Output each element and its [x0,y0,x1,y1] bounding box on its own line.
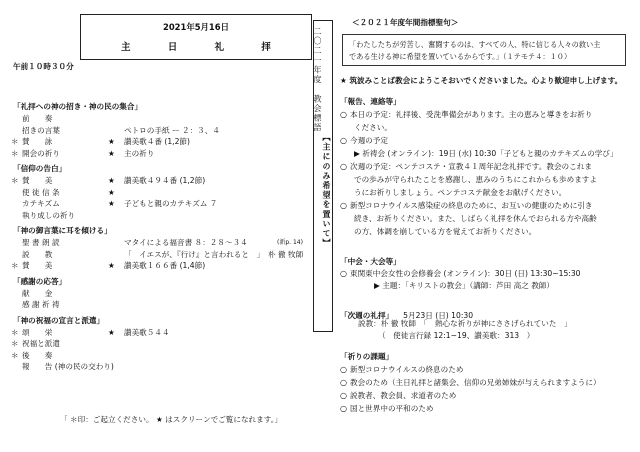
liturgy-item-name: 前 奏 [22,114,53,123]
stand-mark: ＊ [11,350,19,360]
motto-verse-line: 「わたしたちが労苦し、奮闘するのは、すべての人、特に信じる人々の救い主 [349,40,601,49]
report-item: ○ 本日の予定：礼拝後、受洗準備会があります。主の恵みと導きをお祈り [340,109,592,120]
liturgy-item-content: 讃美歌４９４番 (1,2節) [124,176,206,185]
section-heading: 「 神の祝福の宣言と派遣 」 [13,315,104,326]
service-time: 午前１０時３０分 [13,62,74,71]
report-heading: 「 報告、連絡等 」 [340,96,401,107]
liturgy-item-name: 執り成しの祈り [22,210,76,220]
next-reading: （ 使徒言行録 12:1~19、讃美歌：313 ） [378,331,535,340]
liturgy-item-name: 祝福と派遣 [22,339,60,348]
motto-label: 教会標語 [313,94,322,133]
service-title: 主 日 礼 拝 [121,42,285,53]
next-service-date: 5月23日 (日) 10:30 [403,311,474,320]
report-item-continued: での歩みが守られたことを感謝し、恵みのうちにこれからも歩めますよ [354,175,597,184]
liturgy-item-name: 頌 栄 [22,327,53,337]
church-motto: 【主にのみ希望を置いて】 [322,133,331,249]
report-item-continued: 続き、お祈りください。また、しばらく礼拝を休んでおられる方や高齢 [354,214,597,223]
report-item: ○ 新型コロナウイルス感染症の終息のために、お互いの健康のために引き [340,200,593,211]
screen-star-mark: ★ [108,176,115,185]
kai-heading: 「 中会・大会等 」 [340,256,401,267]
prayer-heading: 「 祈りの課題 」 [340,351,393,362]
liturgy-item-name: 聖 書 朗 読 [22,238,60,247]
liturgy-item-name: 開会の祈り [22,148,60,158]
screen-star-mark: ★ [108,261,115,270]
prayer-topic: ○ 新型コロナウイルスの終息のため [340,364,463,375]
stand-mark: ＊ [11,327,19,337]
screen-star-mark: ★ [108,327,115,337]
liturgy-item-content: 讃美歌５４４ [124,327,170,337]
stand-mark: ＊ [11,339,19,348]
screen-star-mark: ★ [108,148,115,158]
liturgy-item-content: 子どもと親のカテキズム ７ [124,199,218,208]
service-date: 2021年5月16日 [163,22,229,32]
report-item-continued: の方、体調を崩している方を覚えてお祈りください。 [354,227,537,236]
church-motto-column [313,20,333,332]
liturgy-item-name: 報 告 (神の民の交わり) [22,362,114,371]
liturgy-item-name: 賛 美 [22,176,53,185]
stand-mark: ＊ [11,148,19,158]
screen-star-mark: ★ [108,199,115,208]
motto-verse-line: である生ける神に希望を置いているからです。」（１テモテ４：１０） [349,52,572,61]
stand-mark: ＊ [11,176,19,185]
liturgy-item-content: マタイによる福音書 ８：２８〜３４ [124,238,248,247]
liturgy-item-name: 献 金 [22,288,53,298]
scripture-page-note: (新p. 14) [277,239,303,246]
section-heading: 「 礼拝への神の招き・神の民の集合 」 [13,101,142,112]
liturgy-item-content: 「 イエスが、『行け』と言われると 」 朴 徹 牧師 [124,249,304,259]
year-label: 二〇二一年度 教会標語 [313,27,322,133]
footer-note: 「 ＊印：ご起立ください。 ★ はスクリーンでご覧になれます。」 [60,415,283,424]
screen-star-mark: ★ [108,187,115,197]
report-item-continued: ください。 [354,123,392,132]
liturgy-item-name: 賛 美 [22,261,53,270]
motto-verse-box [342,34,626,66]
screen-star-mark: ★ [108,137,115,146]
section-heading: 「 感謝の応答 」 [13,276,66,287]
kai-event: ○ 東関東中会女性の会修養会 (オンライン)：30日 (日) 13:30~15:30 [340,268,581,279]
stand-mark: ＊ [11,137,19,146]
next-sermon: 説教：朴 徹 牧師 「 熱心な祈りが神にささげられていた 」 [358,319,572,328]
liturgy-item-content: ペトロの手紙 ー ２：３、４ [124,125,220,135]
liturgy-item-content: 讃美歌４番 (1,2節) [124,137,190,146]
liturgy-item-name: 招きの言葉 [22,125,60,135]
liturgy-item-name: 使 徒 信 条 [22,187,60,197]
liturgy-item-name: 感 謝 祈 祷 [22,300,60,309]
next-service-heading: 「 次週の礼拝 」 [340,311,393,320]
title-box [80,14,312,60]
prayer-topic: ○ 教会のため（主日礼拝と諸集会、信仰の兄弟姉妹が与えられますように） [340,377,601,388]
welcome-message: ★ 筑波みことば教会にようこそおいでくださいました。心より歓迎申し上げます。 [340,76,623,85]
liturgy-item-name: 説 教 [22,249,53,259]
kai-theme: ▶ 主題：「キリストの教会」（講師：芦田 高之 教師） [374,281,554,290]
liturgy-item-name: 賛 詠 [22,137,53,146]
prayer-meeting-item: ▶ 祈祷会 (オンライン)：19日 (水) 10:30「子どもと親のカテキズムの学び」 [354,149,618,158]
prayer-topic: ○ 国と世界中の平和のため [340,403,434,414]
stand-mark: ＊ [11,261,19,270]
report-item-continued: うにお祈りしましょう。ペンテコステ献金をお献げください。 [354,188,567,197]
liturgy-item-content: 主の祈り [124,148,155,158]
report-item: ○ 次週の予定：ペンテコステ・宣教４１周年記念礼拝です。教会のこれま [340,161,592,172]
liturgy-item-name: カテキズム [22,199,60,208]
liturgy-item-name: 後 奏 [22,350,53,360]
liturgy-item-content: 讃美歌１６６番 (1,4節) [124,261,206,270]
report-item: ○ 今週の予定 [340,135,388,146]
motto-box-title: ＜２０２１年度年間指標聖句＞ [352,18,459,27]
section-heading: 「 神の御言葉に耳を傾ける 」 [13,225,112,236]
section-heading: 「 信仰の告白 」 [13,163,66,174]
prayer-topic: ○ 説教者、教会員、求道者のため [340,390,456,401]
